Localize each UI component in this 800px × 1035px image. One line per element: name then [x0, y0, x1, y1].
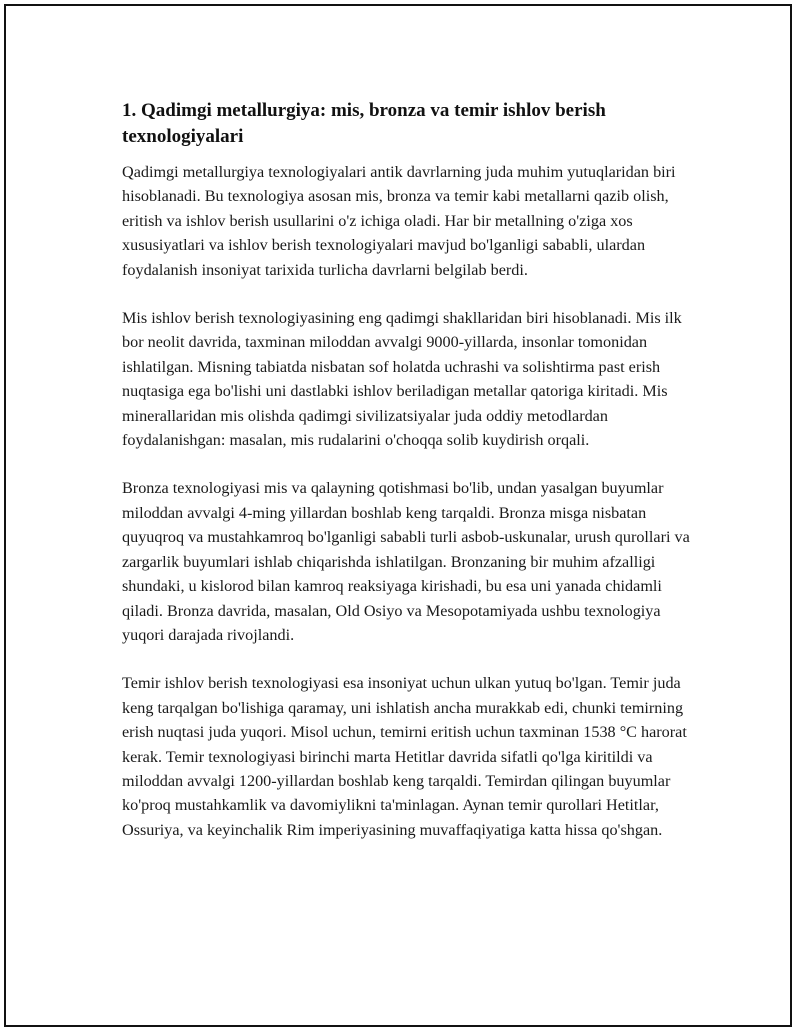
paragraph-copper: Mis ishlov berish texnologiyasining eng qadimgi shakllaridan biri hisoblanadi. Mis ilk bor neolit davrida, taxminan miloddan avvalgi 9000-yillarda, insonlar tomonidan ishlatilgan. Misning tabiatda nisbatan sof holatda uchrashi va solishtirma past erish nuqtasiga ega bo'lishi uni dastlabki ishlov beriladigan metallar qatoriga kiritadi. Mis minerallaridan mis olishda qadimgi sivilizatsiyalar juda oddiy metodlardan foydalanishgan: masalan, mis rudalarini o'choqqa solib kuydirish orqali.: [122, 309, 682, 450]
page-frame: [4, 4, 792, 1027]
section-heading: 1. Qadimgi metallurgiya: mis, bronza va temir ishlov berish texnologiyalari: [122, 100, 606, 147]
document-body: [122, 98, 696, 866]
paragraph-iron: Temir ishlov berish texnologiyasi esa insoniyat uchun ulkan yutuq bo'lgan. Temir juda keng tarqalgan bo'lishiga qaramay, uni ishlatish ancha murakkab edi, chunki temirning erish nuqtasi juda yuqori. Misol uchun, temirni eritish uchun taxminan 1538 °C harorat kerak. Temir texnologiyasi birinchi marta Hetitlar davrida sifatli qo'lga kiritildi va miloddan avvalgi 1200-yillardan boshlab keng tarqaldi. Temirdan qilingan buyumlar ko'proq mustahkamlik va davomiylikni ta'minlagan. Aynan temir qurollari Hetitlar, Ossuriya, va keyinchalik Rim imperiyasining muvaffaqiyatiga katta hissa qo'shgan.: [122, 674, 687, 839]
paragraph-bronze: Bronza texnologiyasi mis va qalayning qotishmasi bo'lib, undan yasalgan buyumlar miloddan avvalgi 4-ming yillardan boshlab keng tarqaldi. Bronza misga nisbatan quyuqroq va mustahkamroq bo'lganligi sababli turli asbob-uskunalar, urush qurollari va zargarlik buyumlari ishlab chiqarishda ishlatilgan. Bronzaning bir muhim afzalligi shundaki, u kislorod bilan kamroq reaksiyaga kirishadi, bu esa uni yanada chidamli qiladi. Bronza davrida, masalan, Old Osiyo va Mesopotamiyada ushbu texnologiya yuqori darajada rivojlandi.: [122, 479, 690, 644]
paragraph-intro: Qadimgi metallurgiya texnologiyalari antik davrlarning juda muhim yutuqlaridan biri hisoblanadi. Bu texnologiya asosan mis, bronza va temir kabi metallarni qazib olish, eritish va ishlov berish usullarini o'z ichiga oladi. Har bir metallning o'ziga xos xususiyatlari va ishlov berish texnologiyalari mavjud bo'lganligi sababli, ulardan foydalanish insoniyat tarixida turlicha davrlarni belgilab berdi.: [122, 163, 676, 279]
